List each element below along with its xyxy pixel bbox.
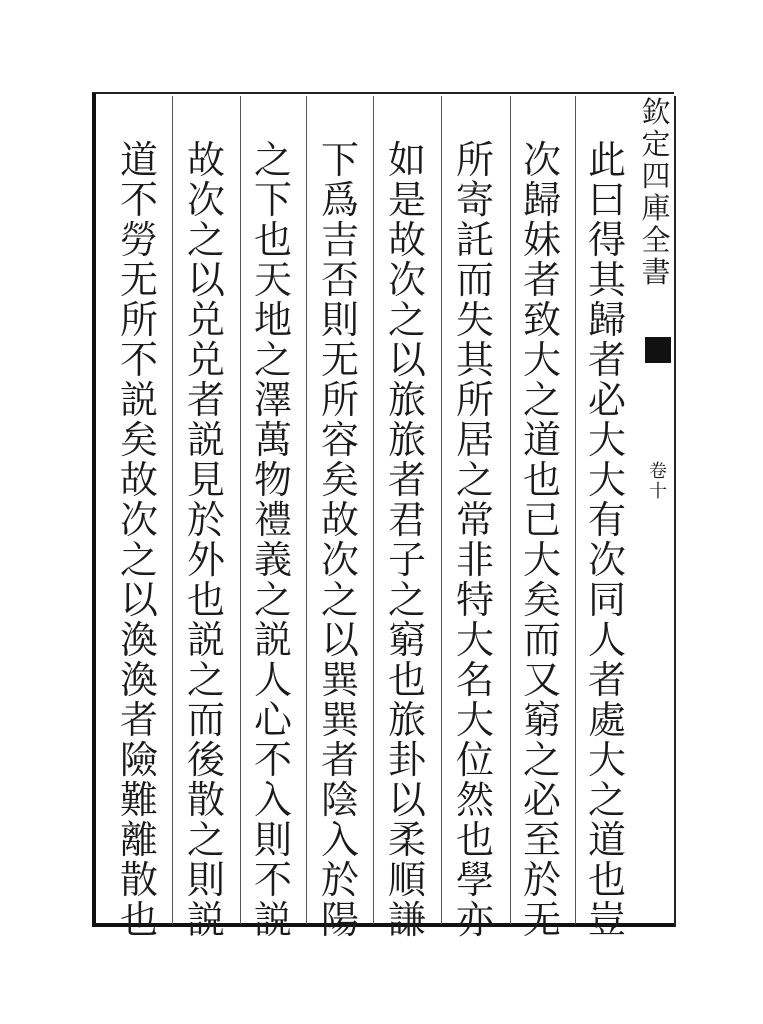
char: 兑 xyxy=(186,298,225,342)
char: 兑 xyxy=(186,338,225,382)
char: 妹 xyxy=(522,218,561,262)
char: 矣 xyxy=(522,578,561,622)
column-rule xyxy=(240,96,241,924)
char: 後 xyxy=(186,738,225,782)
char: 旅 xyxy=(387,378,426,422)
char: 名 xyxy=(455,658,494,702)
volume-char: 十 xyxy=(649,481,667,502)
text-column xyxy=(378,140,436,940)
char: 大 xyxy=(587,458,626,502)
char: 入 xyxy=(253,778,292,822)
char: 説 xyxy=(119,378,158,422)
char: 者 xyxy=(119,698,158,742)
char: 而 xyxy=(455,258,494,302)
title-char: 全 xyxy=(641,223,671,257)
char: 歸 xyxy=(522,178,561,222)
title-char: 庫 xyxy=(641,191,671,225)
char: 託 xyxy=(455,218,494,262)
char: 也 xyxy=(119,898,158,942)
char: 大 xyxy=(522,538,561,582)
char: 不 xyxy=(253,738,292,782)
char: 之 xyxy=(253,138,292,182)
title-char: 欽 xyxy=(641,95,671,129)
char: 道 xyxy=(587,818,626,862)
char: 次 xyxy=(522,138,561,182)
char: 失 xyxy=(455,298,494,342)
char: 物 xyxy=(253,458,292,502)
char: 人 xyxy=(587,618,626,662)
char: 謙 xyxy=(387,898,426,942)
char: 禮 xyxy=(253,498,292,542)
char: 致 xyxy=(522,298,561,342)
char: 萬 xyxy=(253,418,292,462)
char: 義 xyxy=(253,538,292,582)
char: 次 xyxy=(186,178,225,222)
column-rule xyxy=(575,96,576,924)
title-char: 定 xyxy=(641,127,671,161)
char: 大 xyxy=(455,698,494,742)
title-char: 書 xyxy=(641,255,671,289)
char: 者 xyxy=(587,338,626,382)
text-column xyxy=(578,140,636,940)
char: 散 xyxy=(186,778,225,822)
text-column xyxy=(244,140,302,940)
char: 否 xyxy=(320,258,359,302)
column-rule xyxy=(373,96,374,924)
column-rule xyxy=(510,96,511,924)
text-column xyxy=(110,140,168,940)
text-column xyxy=(446,140,504,940)
char: 大 xyxy=(455,618,494,662)
char: 道 xyxy=(119,138,158,182)
char: 散 xyxy=(119,858,158,902)
column-rule xyxy=(172,96,173,924)
char: 説 xyxy=(186,618,225,662)
char: 人 xyxy=(253,658,292,702)
char: 也 xyxy=(387,658,426,702)
char: 无 xyxy=(119,258,158,302)
char: 者 xyxy=(186,378,225,422)
char: 渙 xyxy=(119,618,158,662)
char: 必 xyxy=(587,378,626,422)
char: 説 xyxy=(186,418,225,462)
char: 而 xyxy=(522,618,561,662)
char: 於 xyxy=(522,858,561,902)
char: 非 xyxy=(455,538,494,582)
char: 窮 xyxy=(522,698,561,742)
char: 所 xyxy=(320,378,359,422)
char: 亦 xyxy=(455,898,494,942)
char: 下 xyxy=(253,178,292,222)
book-title xyxy=(638,96,674,288)
char: 位 xyxy=(455,738,494,782)
char: 豈 xyxy=(587,898,626,942)
char: 巽 xyxy=(320,658,359,702)
char: 故 xyxy=(119,458,158,502)
text-column xyxy=(177,140,235,940)
char: 者 xyxy=(387,458,426,502)
char: 下 xyxy=(320,138,359,182)
char: 旅 xyxy=(387,418,426,462)
char: 无 xyxy=(522,898,561,942)
title-char: 四 xyxy=(641,159,671,193)
char: 然 xyxy=(455,778,494,822)
char: 之 xyxy=(387,578,426,622)
char: 以 xyxy=(387,778,426,822)
text-column xyxy=(513,140,571,940)
char: 子 xyxy=(387,538,426,582)
char: 不 xyxy=(253,858,292,902)
char: 之 xyxy=(320,578,359,622)
char: 難 xyxy=(119,778,158,822)
char: 故 xyxy=(387,218,426,262)
char: 之 xyxy=(522,378,561,422)
char: 順 xyxy=(387,858,426,902)
char: 寄 xyxy=(455,178,494,222)
char: 次 xyxy=(320,538,359,582)
char: 險 xyxy=(119,738,158,782)
char: 同 xyxy=(587,578,626,622)
char: 故 xyxy=(186,138,225,182)
margin-rule xyxy=(674,96,676,927)
char: 无 xyxy=(320,338,359,382)
char: 也 xyxy=(253,218,292,262)
char: 外 xyxy=(186,538,225,582)
char: 君 xyxy=(387,498,426,542)
char: 學 xyxy=(455,858,494,902)
char: 巽 xyxy=(320,698,359,742)
column-rule xyxy=(306,96,307,924)
char: 者 xyxy=(522,258,561,302)
char: 説 xyxy=(253,618,292,662)
volume-label xyxy=(645,462,671,502)
char: 卦 xyxy=(387,738,426,782)
char: 所 xyxy=(455,138,494,182)
fishtail-mark xyxy=(645,337,671,363)
char: 以 xyxy=(387,338,426,382)
char: 次 xyxy=(387,258,426,302)
char: 之 xyxy=(522,738,561,782)
char: 矣 xyxy=(119,418,158,462)
char: 心 xyxy=(253,698,292,742)
char: 爲 xyxy=(320,178,359,222)
char: 有 xyxy=(587,498,626,542)
char: 旅 xyxy=(387,698,426,742)
char: 之 xyxy=(455,458,494,502)
char: 至 xyxy=(522,818,561,862)
char: 以 xyxy=(320,618,359,662)
char: 離 xyxy=(119,818,158,862)
char: 其 xyxy=(587,258,626,302)
char: 次 xyxy=(119,498,158,542)
char: 也 xyxy=(522,458,561,502)
char: 容 xyxy=(320,418,359,462)
char: 如 xyxy=(387,138,426,182)
char: 是 xyxy=(387,178,426,222)
char: 所 xyxy=(455,378,494,422)
char: 則 xyxy=(186,858,225,902)
char: 之 xyxy=(253,338,292,382)
char: 已 xyxy=(522,498,561,542)
char: 此 xyxy=(587,138,626,182)
text-column xyxy=(311,140,369,940)
char: 見 xyxy=(186,458,225,502)
char: 大 xyxy=(587,418,626,462)
char: 也 xyxy=(186,578,225,622)
char: 處 xyxy=(587,698,626,742)
char: 地 xyxy=(253,298,292,342)
char: 矣 xyxy=(320,458,359,502)
char: 者 xyxy=(587,658,626,702)
char: 特 xyxy=(455,578,494,622)
char: 陽 xyxy=(320,898,359,942)
char: 則 xyxy=(253,818,292,862)
char: 次 xyxy=(587,538,626,582)
char: 必 xyxy=(522,778,561,822)
char: 之 xyxy=(119,538,158,582)
char: 則 xyxy=(320,298,359,342)
char: 之 xyxy=(587,778,626,822)
char: 不 xyxy=(119,338,158,382)
char: 得 xyxy=(587,218,626,262)
char: 以 xyxy=(186,258,225,302)
char: 於 xyxy=(186,498,225,542)
char: 大 xyxy=(587,738,626,782)
char: 之 xyxy=(387,298,426,342)
char: 大 xyxy=(522,338,561,382)
char: 故 xyxy=(320,498,359,542)
char: 歸 xyxy=(587,298,626,342)
char: 居 xyxy=(455,418,494,462)
char: 窮 xyxy=(387,618,426,662)
volume-char: 卷 xyxy=(649,461,667,482)
char: 也 xyxy=(587,858,626,902)
char: 吉 xyxy=(320,218,359,262)
char: 之 xyxy=(253,578,292,622)
char: 者 xyxy=(320,738,359,782)
char: 之 xyxy=(186,658,225,702)
char: 之 xyxy=(186,818,225,862)
char: 之 xyxy=(186,218,225,262)
char: 不 xyxy=(119,178,158,222)
char: 説 xyxy=(186,898,225,942)
char: 澤 xyxy=(253,378,292,422)
char: 所 xyxy=(119,298,158,342)
char: 於 xyxy=(320,858,359,902)
char: 常 xyxy=(455,498,494,542)
char: 説 xyxy=(253,898,292,942)
char: 陰 xyxy=(320,778,359,822)
char: 其 xyxy=(455,338,494,382)
char: 而 xyxy=(186,698,225,742)
char: 以 xyxy=(119,578,158,622)
char: 勞 xyxy=(119,218,158,262)
char: 入 xyxy=(320,818,359,862)
char: 渙 xyxy=(119,658,158,702)
char: 道 xyxy=(522,418,561,462)
char: 天 xyxy=(253,258,292,302)
char: 曰 xyxy=(587,178,626,222)
char: 又 xyxy=(522,658,561,702)
column-rule xyxy=(441,96,442,924)
char: 柔 xyxy=(387,818,426,862)
char: 也 xyxy=(455,818,494,862)
